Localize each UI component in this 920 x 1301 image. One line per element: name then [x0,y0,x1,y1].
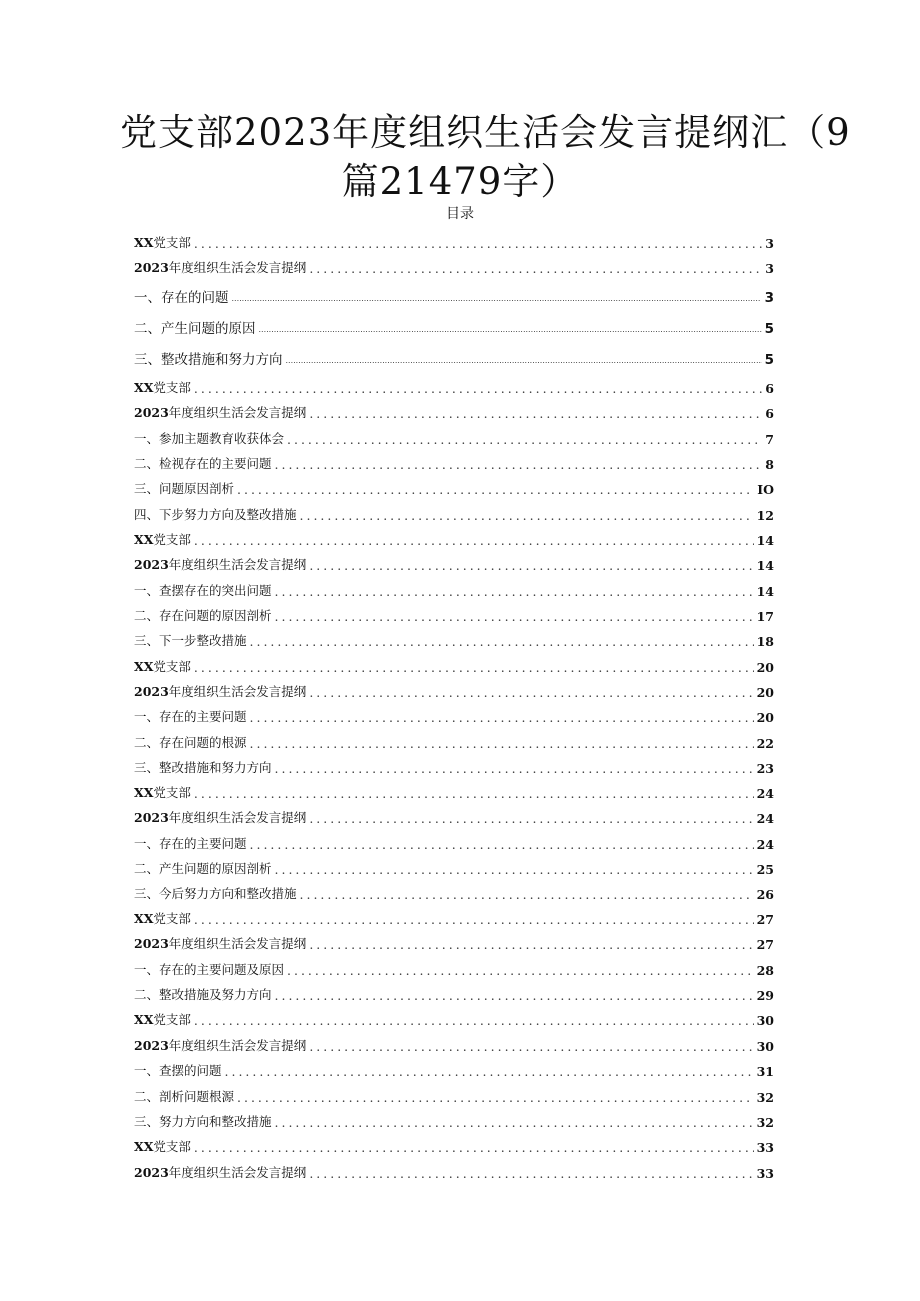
toc-dot-leader [286,354,762,368]
toc-entry-page: 3 [765,236,774,251]
toc-dot-leader [259,323,762,337]
toc-entry[interactable] [134,751,774,776]
toc-entry[interactable] [134,852,774,877]
toc-dot-leader [250,711,754,725]
toc-entry-page: 25 [756,862,774,877]
toc-entry-page: 14 [756,533,774,548]
toc-dot-leader [275,585,754,599]
toc-entry[interactable] [134,675,774,700]
toc-entry[interactable] [134,700,774,725]
toc-entry[interactable] [134,650,774,675]
toc-dot-leader [275,989,754,1003]
toc-dot-leader [287,433,762,447]
toc-entry-page: 20 [756,685,774,700]
toc-entry-page: 3 [765,261,774,276]
toc-entry-label: 三、问题原因剖析 [134,481,235,496]
toc-entry[interactable] [134,801,774,826]
toc-entry-page: 27 [756,937,774,952]
toc-entry-label: 二、剖析问题根源 [134,1089,235,1104]
toc-entry-page: IO [757,482,774,497]
toc-entry-page: 6 [765,381,774,396]
toc-entry[interactable] [134,1003,774,1028]
toc-entry[interactable] [134,927,774,952]
toc-entry-page: 33 [756,1166,774,1181]
toc-dot-leader [237,483,754,497]
toc-entry-page: 30 [756,1013,774,1028]
toc-entry[interactable] [134,599,774,624]
toc-entry-page: 27 [756,912,774,927]
toc-entry-label: 一、存在的问题 [134,290,229,306]
toc-dot-leader [309,1167,753,1181]
toc-dot-leader [300,888,754,902]
toc-dot-leader [194,237,762,251]
toc-entry[interactable] [134,1130,774,1155]
toc-entry-label: 二、存在问题的原因剖析 [134,608,272,623]
toc-entry[interactable] [134,1054,774,1079]
toc-entry-label: XX党支部 [134,380,191,395]
toc-entry-label: 一、查摆的问题 [134,1063,222,1078]
toc-entry-page: 3 [764,290,774,306]
toc-entry-label: 一、存在的主要问题 [134,836,247,851]
toc-entry-label: XX党支部 [134,659,191,674]
toc-dot-leader [275,1116,754,1130]
toc-entry-label: 2023年度组织生活会发言提纲 [134,260,307,275]
toc-entry-page: 29 [756,988,774,1003]
toc-dot-leader [194,787,754,801]
toc-dot-leader [275,610,754,624]
toc-dot-leader [237,1091,754,1105]
toc-entry-page: 20 [756,660,774,675]
toc-dot-leader [309,407,762,421]
toc-entry-label: 四、下步努力方向及整改措施 [134,507,297,522]
toc-entry[interactable] [134,624,774,649]
toc-entry[interactable] [134,548,774,573]
toc-entry[interactable] [134,953,774,978]
toc-dot-leader [309,812,753,826]
toc-dot-leader [194,382,762,396]
toc-dot-leader [232,292,762,306]
toc-entry-label: 二、产生问题的原因 [134,321,256,337]
toc-entry-label: 二、整改措施及努力方向 [134,987,272,1002]
toc-entry-label: 2023年度组织生活会发言提纲 [134,557,307,572]
toc-entry-page: 32 [756,1090,774,1105]
toc-entry[interactable] [134,281,774,306]
toc-entry-label: 二、产生问题的原因剖析 [134,861,272,876]
toc-entry-page: 5 [764,321,774,337]
toc-dot-leader [225,1065,754,1079]
toc-entry-label: XX党支部 [134,1139,191,1154]
toc-entry-page: 14 [756,584,774,599]
toc-entry-label: XX党支部 [134,532,191,547]
toc-entry-label: 二、存在问题的根源 [134,735,247,750]
toc-entry-page: 23 [756,761,774,776]
toc-entry-page: 24 [756,811,774,826]
toc-dot-leader [194,1014,754,1028]
toc-entry-label: 2023年度组织生活会发言提纲 [134,1038,307,1053]
toc-dot-leader [194,913,754,927]
toc-entry[interactable] [134,1156,774,1181]
toc-entry-page: 28 [756,963,774,978]
toc-entry-label: 一、查摆存在的突出问题 [134,583,272,598]
toc-entry-label: 2023年度组织生活会发言提纲 [134,684,307,699]
toc-entry-page: 12 [756,508,774,523]
toc-entry-label: 二、检视存在的主要问题 [134,456,272,471]
toc-entry[interactable] [134,726,774,751]
toc-entry-label: XX党支部 [134,785,191,800]
toc-dot-leader [250,737,754,751]
toc-dot-leader [309,686,753,700]
toc-entry-label: 2023年度组织生活会发言提纲 [134,405,307,420]
toc-entry-page: 6 [765,406,774,421]
toc-dot-leader [250,838,754,852]
toc-dot-leader [309,1040,753,1054]
toc-entry[interactable] [134,978,774,1003]
toc-dot-leader [194,661,754,675]
toc-dot-leader [300,509,754,523]
toc-entry[interactable] [134,312,774,337]
toc-entry[interactable] [134,902,774,927]
document-title [120,108,851,206]
toc-entry[interactable] [134,251,774,276]
toc-entry-page: 31 [756,1064,774,1079]
toc-dot-leader [275,762,754,776]
toc-entry-page: 18 [756,634,774,649]
toc-entry-page: 22 [756,736,774,751]
toc-entry[interactable] [134,226,774,251]
toc-entry-label: XX党支部 [134,911,191,926]
toc-entry[interactable] [134,472,774,497]
toc-entry-label: 一、参加主题教育收获体会 [134,431,285,446]
toc-entry-page: 17 [756,609,774,624]
toc-entry[interactable] [134,1029,774,1054]
toc-entry-label: XX党支部 [134,1012,191,1027]
toc-entry[interactable] [134,1105,774,1130]
toc-entry-page: 33 [756,1140,774,1155]
toc-entry-page: 8 [765,457,774,472]
toc-entry[interactable] [134,877,774,902]
toc-entry[interactable] [134,422,774,447]
toc-entry[interactable] [134,371,774,396]
toc-entry[interactable] [134,827,774,852]
toc-entry-page: 26 [756,887,774,902]
toc-dot-leader [287,964,754,978]
toc-heading: 目录 [446,206,474,222]
toc-entry-page: 24 [756,837,774,852]
toc-entry[interactable] [134,447,774,472]
toc-entry[interactable] [134,1080,774,1105]
toc-entry-label: 三、努力方向和整改措施 [134,1114,272,1129]
toc-dot-leader [194,534,754,548]
toc-entry-label: 2023年度组织生活会发言提纲 [134,936,307,951]
toc-entry-label: 三、今后努力方向和整改措施 [134,886,297,901]
toc-dot-leader [275,458,763,472]
toc-entry[interactable] [134,343,774,368]
title-line-1: 党支部2023年度组织生活会发言提纲汇（9 [120,111,851,154]
toc-dot-leader [250,635,754,649]
toc-entry[interactable] [134,776,774,801]
toc-entry-label: 一、存在的主要问题及原因 [134,962,285,977]
toc-entry-label: 2023年度组织生活会发言提纲 [134,810,307,825]
toc-entry-page: 7 [765,432,774,447]
toc-entry-page: 30 [756,1039,774,1054]
toc-entry-label: 三、整改措施和努力方向 [134,760,272,775]
toc-entry-page: 5 [764,352,774,368]
toc-entry-label: 三、整改措施和努力方向 [134,352,283,368]
toc-dot-leader [309,262,762,276]
toc-dot-leader [309,559,753,573]
toc-entry-label: 三、下一步整改措施 [134,633,247,648]
toc-entry-page: 24 [756,786,774,801]
toc-entry[interactable] [134,523,774,548]
toc-entry-page: 20 [756,710,774,725]
toc-entry[interactable] [134,498,774,523]
toc-dot-leader [275,863,754,877]
toc-entry-label: XX党支部 [134,235,191,250]
toc-dot-leader [194,1141,754,1155]
toc-entry[interactable] [134,396,774,421]
toc-dot-leader [309,938,753,952]
toc-entry-label: 一、存在的主要问题 [134,709,247,724]
title-line-2: 篇21479字） [341,160,579,203]
toc-entry-label: 2023年度组织生活会发言提纲 [134,1165,307,1180]
toc-entry-page: 32 [756,1115,774,1130]
toc-entry-page: 14 [756,558,774,573]
toc-entry[interactable] [134,574,774,599]
